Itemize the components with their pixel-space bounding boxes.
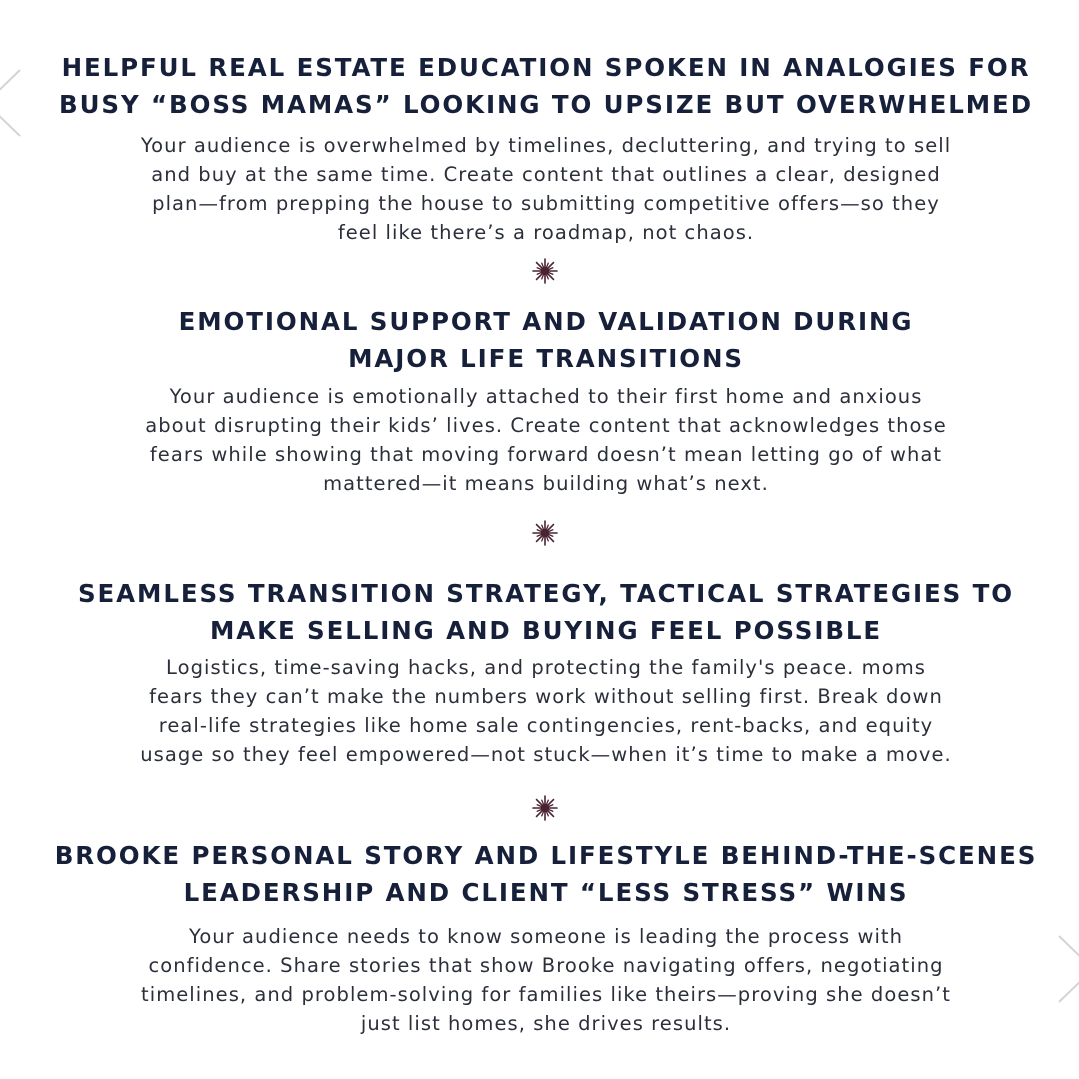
section-4-heading-line-2: LEADERSHIP AND CLIENT “LESS STRESS” WINS bbox=[183, 878, 909, 907]
section-1-body bbox=[60, 131, 1032, 247]
section-1-heading-line-1: HELPFUL REAL ESTATE EDUCATION SPOKEN IN ANALOGIES FOR bbox=[61, 53, 1031, 82]
section-4-body-line-2: confidence. Share stories that show Brooke navigating offers, negotiating bbox=[148, 954, 944, 977]
section-2-body-line-2: about disrupting their kids’ lives. Create content that acknowledges those bbox=[145, 414, 947, 437]
section-2-body-line-3: fears while showing that moving forward doesn’t mean letting go of what bbox=[149, 443, 943, 466]
starburst-icon bbox=[532, 520, 558, 546]
section-1-heading bbox=[0, 49, 1079, 123]
section-1-body-line-4: feel like there’s a roadmap, not chaos. bbox=[337, 221, 755, 244]
section-2-heading bbox=[0, 303, 1079, 377]
section-3-heading bbox=[0, 575, 1079, 649]
section-2-heading-line-2: MAJOR LIFE TRANSITIONS bbox=[348, 344, 744, 373]
chevron-right-icon[interactable] bbox=[1055, 934, 1079, 1004]
next-arrow[interactable] bbox=[1055, 934, 1079, 1004]
section-2-body bbox=[60, 382, 1032, 498]
section-4-body-line-3: timelines, and problem-solving for families like theirs—proving she doesn’t bbox=[141, 983, 951, 1006]
section-1-body-line-1: Your audience is overwhelmed by timelines, decluttering, and trying to sell bbox=[140, 134, 952, 157]
section-1-body-line-2: and buy at the same time. Create content that outlines a clear, designed bbox=[151, 163, 941, 186]
section-3-heading-line-2: MAKE SELLING AND BUYING FEEL POSSIBLE bbox=[209, 616, 883, 645]
section-3-body bbox=[60, 653, 1032, 769]
section-2-body-line-1: Your audience is emotionally attached to their first home and anxious bbox=[169, 385, 923, 408]
section-3-heading-line-1: SEAMLESS TRANSITION STRATEGY, TACTICAL STRATEGIES TO bbox=[78, 579, 1014, 608]
starburst-icon bbox=[532, 795, 558, 821]
section-1-body-line-3: plan—from prepping the house to submitting competitive offers—so they bbox=[152, 192, 940, 215]
section-1-heading-line-2: BUSY “BOSS MAMAS” LOOKING TO UPSIZE BUT OVERWHELMED bbox=[59, 90, 1033, 119]
section-4-heading bbox=[0, 837, 1079, 911]
section-3-body-line-4: usage so they feel empowered—not stuck—when it’s time to make a move. bbox=[140, 743, 952, 766]
section-3-body-line-2: fears they can’t make the numbers work without selling first. Break down bbox=[149, 685, 943, 708]
section-4-body bbox=[60, 922, 1032, 1038]
section-3-body-line-3: real-life strategies like home sale contingencies, rent-backs, and equity bbox=[158, 714, 934, 737]
starburst-icon bbox=[532, 258, 558, 284]
section-4-heading-line-1: BROOKE PERSONAL STORY AND LIFESTYLE BEHIND-THE-SCENES bbox=[54, 841, 1038, 870]
section-4-body-line-4: just list homes, she drives results. bbox=[360, 1012, 732, 1035]
section-4-body-line-1: Your audience needs to know someone is leading the process with bbox=[188, 925, 904, 948]
section-2-heading-line-1: EMOTIONAL SUPPORT AND VALIDATION DURING bbox=[178, 307, 914, 336]
section-3-body-line-1: Logistics, time-saving hacks, and protecting the family's peace. moms bbox=[166, 656, 926, 679]
section-2-body-line-4: mattered—it means building what’s next. bbox=[323, 472, 769, 495]
